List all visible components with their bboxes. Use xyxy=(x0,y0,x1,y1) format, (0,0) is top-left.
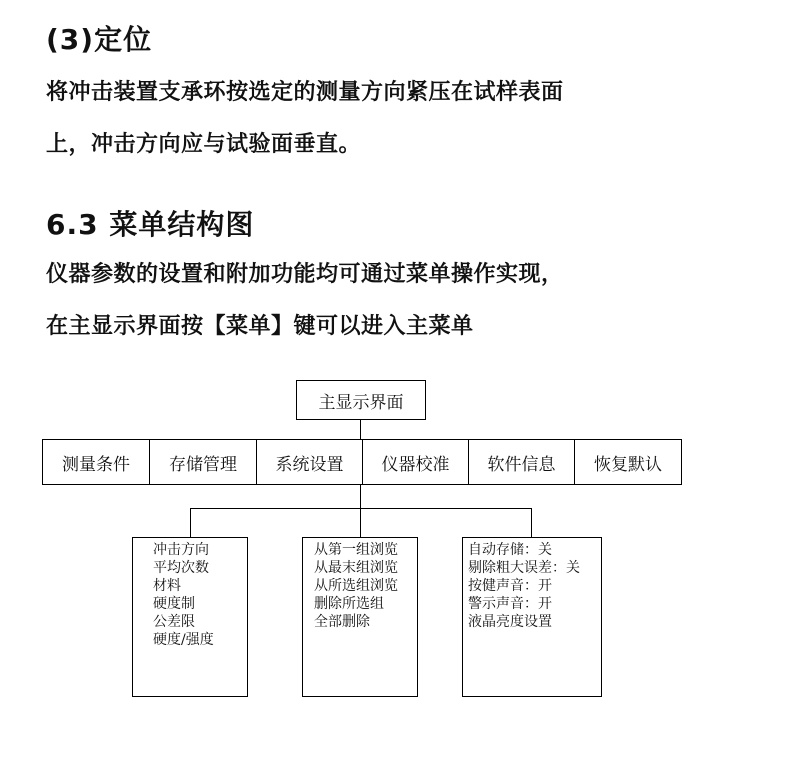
menu-item-storage-management: 存储管理 xyxy=(169,454,237,475)
submenu-item: 液晶亮度设置 xyxy=(468,614,552,630)
menu-item-software-info: 软件信息 xyxy=(487,454,556,475)
submenu-item: 从最末组浏览 xyxy=(314,560,398,576)
menu-item-instrument-calibration: 仪器校准 xyxy=(381,454,450,475)
connector-left xyxy=(190,508,191,537)
menu-item-measure-conditions: 测量条件 xyxy=(62,454,130,475)
section-heading-menu-structure: 6.3 菜单结构图 xyxy=(46,208,255,241)
submenu-system-settings xyxy=(462,537,602,697)
submenu-item: 从第一组浏览 xyxy=(314,542,398,558)
root-label: 主显示界面 xyxy=(318,392,404,413)
submenu-item: 硬度/强度 xyxy=(153,632,214,648)
menu-item-restore-defaults: 恢复默认 xyxy=(594,454,662,475)
menu-text-line-2: 在主显示界面按【菜单】键可以进入主菜单 xyxy=(46,314,474,339)
submenu-item: 冲击方向 xyxy=(153,542,209,558)
submenu-item: 材料 xyxy=(153,578,181,594)
submenu-item: 剔除粗大误差：关 xyxy=(468,560,580,576)
menu-text-line-1: 仪器参数的设置和附加功能均可通过菜单操作实现， xyxy=(46,262,564,287)
submenu-item: 警示声音：开 xyxy=(468,596,552,612)
root-box xyxy=(296,380,426,420)
submenu-item: 公差限 xyxy=(153,614,195,630)
connector-horizontal xyxy=(190,508,532,509)
submenu-item: 全部删除 xyxy=(314,614,370,630)
main-menu-bar xyxy=(42,439,682,485)
submenu-item: 硬度制 xyxy=(153,596,195,612)
connector-right xyxy=(531,508,532,537)
connector-middle xyxy=(360,508,361,537)
section-heading-positioning: (3)定位 xyxy=(46,23,153,56)
connector-root xyxy=(360,420,361,439)
submenu-item: 从所选组浏览 xyxy=(314,578,398,594)
submenu-storage-management xyxy=(302,537,418,697)
connector-vertical xyxy=(360,485,361,508)
submenu-item: 平均次数 xyxy=(153,560,209,576)
positioning-text-line-2: 上，冲击方向应与试验面垂直。 xyxy=(46,132,362,157)
menu-item-system-settings: 系统设置 xyxy=(275,454,344,475)
submenu-item: 删除所选组 xyxy=(314,596,384,612)
submenu-item: 自动存储：关 xyxy=(468,542,552,558)
submenu-item: 按健声音：开 xyxy=(468,578,552,594)
positioning-text-line-1: 将冲击装置支承环按选定的测量方向紧压在试样表面 xyxy=(46,80,564,105)
submenu-measure-conditions xyxy=(132,537,248,697)
